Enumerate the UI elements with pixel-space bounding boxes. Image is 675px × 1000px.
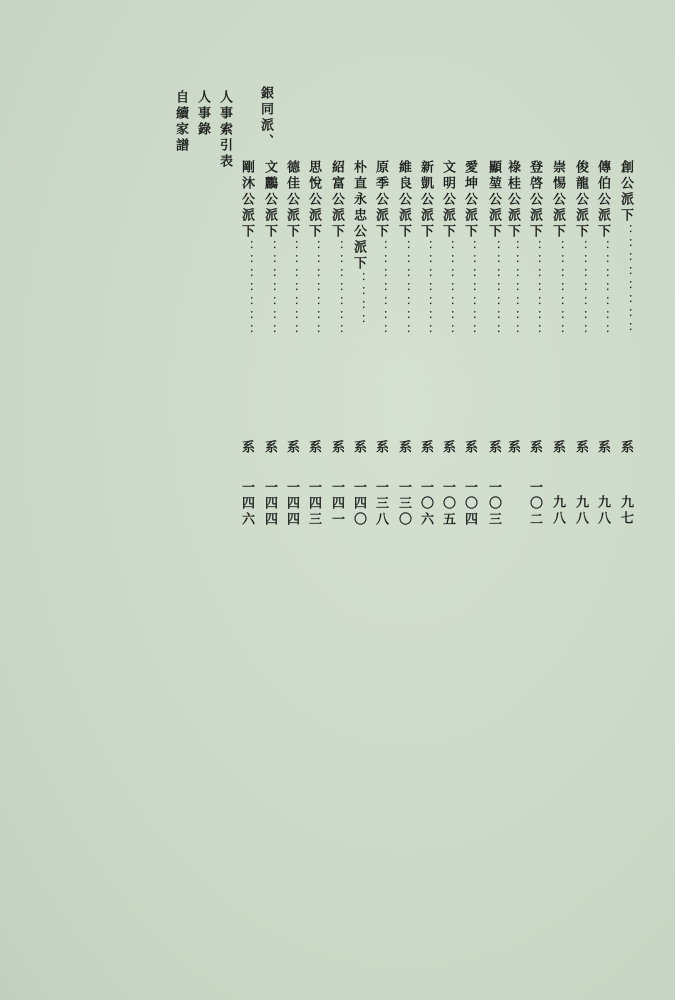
dot-leader: ：：：：：：： xyxy=(595,240,610,338)
toc-entry[interactable] xyxy=(306,160,320,540)
appendix-item: 自續家譜 xyxy=(173,90,188,154)
toc-entry[interactable] xyxy=(284,160,298,540)
dot-leader: ：：：：：：： xyxy=(239,240,254,338)
entry-page-number: 一四四 xyxy=(284,480,299,528)
dot-leader: ：：：：：：： xyxy=(440,240,455,338)
entry-title: 愛坤公派下 xyxy=(462,160,477,240)
dot-leader: ：：：：：：： xyxy=(550,240,565,338)
entry-page-number: 一四三 xyxy=(306,480,321,528)
entry-page-number: 一〇二 xyxy=(527,480,542,528)
dot-leader: ：：：：：：： xyxy=(505,240,520,338)
dot-leader: ：：：：：：： xyxy=(396,240,411,338)
toc-entry[interactable] xyxy=(486,160,500,540)
toc-entry[interactable] xyxy=(329,160,343,540)
entry-page-number: 九八 xyxy=(595,495,610,527)
entry-page-number: 一四四 xyxy=(262,480,277,528)
toc-entry[interactable] xyxy=(418,160,432,540)
entry-title: 祿桂公派下 xyxy=(505,160,520,240)
entry-page-number: 一四〇 xyxy=(351,480,366,528)
entry-page-number: 一四一 xyxy=(329,480,344,528)
dot-leader: ：：：：：：： xyxy=(329,240,344,338)
entry-suffix: 系 xyxy=(306,440,321,456)
group-heading: 銀同派、 xyxy=(258,86,273,150)
entry-title: 文明公派下 xyxy=(440,160,455,240)
entry-title: 剛沐公派下 xyxy=(239,160,254,240)
entry-title: 德佳公派下 xyxy=(284,160,299,240)
toc-entry[interactable] xyxy=(351,160,365,540)
entry-suffix: 系 xyxy=(527,440,542,456)
entry-title: 傳伯公派下 xyxy=(595,160,610,240)
appendix-item: 人事索引表 xyxy=(217,90,232,170)
dot-leader: ：：：： xyxy=(351,272,366,328)
dot-leader: ：：：：：：： xyxy=(284,240,299,338)
entry-title: 維良公派下 xyxy=(396,160,411,240)
entry-page-number: 一〇六 xyxy=(418,480,433,528)
toc-entry[interactable] xyxy=(396,160,410,540)
entry-suffix: 系 xyxy=(373,440,388,456)
toc-entry[interactable] xyxy=(462,160,476,540)
toc-entry[interactable] xyxy=(440,160,454,540)
entry-suffix: 系 xyxy=(462,440,477,456)
dot-leader: ：：：：：：： xyxy=(486,240,501,338)
entry-suffix: 系 xyxy=(329,440,344,456)
toc-entry[interactable] xyxy=(573,160,587,540)
entry-title: 新凱公派下 xyxy=(418,160,433,240)
dot-leader: ：：：：：：： xyxy=(373,240,388,338)
dot-leader: ：：：：：：： xyxy=(262,240,277,338)
entry-page-number: 一三八 xyxy=(373,480,388,528)
entry-suffix: 系 xyxy=(440,440,455,456)
toc-entry[interactable] xyxy=(618,160,632,540)
toc-entry[interactable] xyxy=(595,160,609,540)
entry-page-number: 一四六 xyxy=(239,480,254,528)
entry-title: 創公派下 xyxy=(618,160,633,224)
entry-page-number: 九八 xyxy=(573,495,588,527)
entry-suffix: 系 xyxy=(396,440,411,456)
dot-leader: ：：：：：：：： xyxy=(618,224,633,336)
entry-suffix: 系 xyxy=(486,440,501,456)
entry-title: 原季公派下 xyxy=(373,160,388,240)
dot-leader: ：：：：：：： xyxy=(462,240,477,338)
entry-title: 文鸝公派下 xyxy=(262,160,277,240)
dot-leader: ：：：：：：： xyxy=(306,240,321,338)
entry-suffix: 系 xyxy=(573,440,588,456)
entry-page-number: 一〇五 xyxy=(440,480,455,528)
entry-suffix: 系 xyxy=(505,440,520,456)
dot-leader: ：：：：：：： xyxy=(418,240,433,338)
entry-suffix: 系 xyxy=(618,440,633,456)
toc-entry[interactable] xyxy=(239,160,253,540)
toc-entry[interactable] xyxy=(262,160,276,540)
entry-page-number: 一三〇 xyxy=(396,480,411,528)
entry-suffix: 系 xyxy=(351,440,366,456)
toc-entry[interactable] xyxy=(373,160,387,540)
toc-entry[interactable] xyxy=(550,160,564,540)
entry-title: 崇惕公派下 xyxy=(550,160,565,240)
entry-suffix: 系 xyxy=(284,440,299,456)
appendix-item: 人事錄 xyxy=(195,90,210,138)
dot-leader: ：：：：：：： xyxy=(573,240,588,338)
entry-suffix: 系 xyxy=(550,440,565,456)
toc-entry[interactable] xyxy=(505,160,519,540)
entry-suffix: 系 xyxy=(262,440,277,456)
entry-page-number: 一〇三 xyxy=(486,480,501,528)
entry-title: 顯堃公派下 xyxy=(486,160,501,240)
entry-suffix: 系 xyxy=(239,440,254,456)
toc-entry[interactable] xyxy=(527,160,541,540)
entry-title: 朴直永忠公派下 xyxy=(351,160,366,272)
entry-page-number: 一〇四 xyxy=(462,480,477,528)
entry-title: 俊龍公派下 xyxy=(573,160,588,240)
entry-suffix: 系 xyxy=(418,440,433,456)
entry-page-number: 九七 xyxy=(618,495,633,527)
entry-title: 紹富公派下 xyxy=(329,160,344,240)
entry-suffix: 系 xyxy=(595,440,610,456)
entry-title: 登啓公派下 xyxy=(527,160,542,240)
entry-page-number: 九八 xyxy=(550,495,565,527)
entry-title: 思悅公派下 xyxy=(306,160,321,240)
dot-leader: ：：：：：：： xyxy=(527,240,542,338)
